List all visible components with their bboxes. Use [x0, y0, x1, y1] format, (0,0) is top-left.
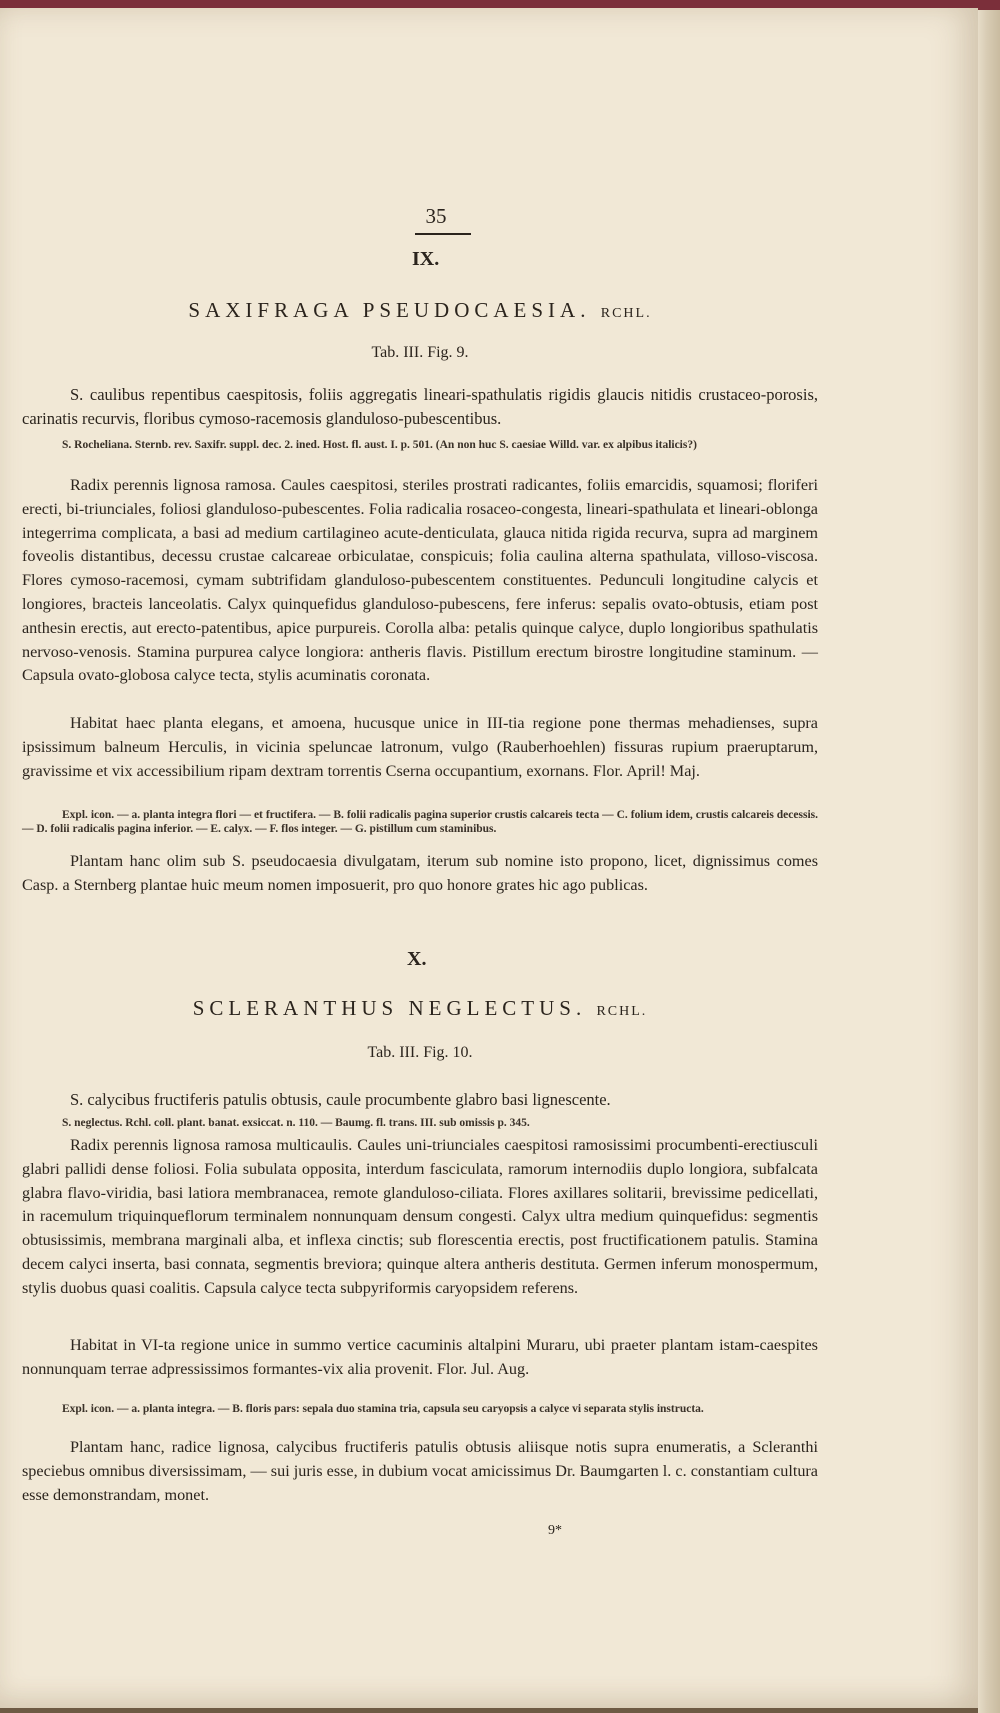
section-numeral: IX.: [412, 248, 440, 270]
icon-explanation: Expl. icon. — a. planta integra flori — et fructifera. — B. folii radicalis pagina superior crustis calcareis tecta — C. folium idem, crustis calcareis decessis. — D. folii radicalis pagina inferior. — E. calyx. — F. flos integer. — G. pistillum cum staminibus.: [22, 809, 818, 835]
synonymy: S. Rocheliana. Sternb. rev. Saxifr. suppl. dec. 2. ined. Host. fl. aust. I. p. 501. (An non huc S. caesiae Willd. var. ex alpibus italicis?): [62, 439, 697, 451]
habitat: Habitat haec planta elegans, et amoena, hucusque unice in III-tia regione pone thermas mehadienses, supra ipsissimum balneum Herculis, in vicinia speluncae latronum, vulgo (Rauberhoehlen) fissuras rupium praeruptarum, gravissime et vix accessibilium ripam dextram torrentis Cserna occupantium, exornans. Flor. April! Maj.: [22, 714, 818, 780]
section-numeral: X.: [407, 948, 427, 970]
species-author: RCHL.: [596, 1004, 648, 1019]
plate-reference: Tab. III. Fig. 9.: [371, 344, 469, 361]
synonymy: S. neglectus. Rchl. coll. plant. banat. exsiccat. n. 110. — Baumg. fl. trans. III. sub omissis p. 345.: [62, 1117, 530, 1129]
page-number: 35: [425, 204, 447, 228]
diagnosis: S. calycibus fructiferis patulis obtusis, caule procumbente glabro basi lignescente.: [70, 1090, 611, 1109]
remark: Plantam hanc olim sub S. pseudocaesia divulgatam, iterum sub nomine isto propono, licet, dignissimus comes Casp. a Sternberg plantae huic meum nomen imposuerit, pro quo honore grates hic ago publicas.: [22, 852, 818, 894]
book-edge-right: [978, 10, 1000, 1713]
species-author: RCHL.: [600, 306, 652, 321]
plate-reference: Tab. III. Fig. 10.: [367, 1044, 473, 1061]
printer-signature: 9*: [548, 1523, 562, 1538]
section-title: [22, 298, 818, 323]
species-name: SAXIFRAGA PSEUDOCAESIA.: [188, 298, 591, 322]
section-title: [22, 996, 818, 1021]
description: Radix perennis lignosa ramosa. Caules caespitosi, steriles prostrati radicantes, foliis emarcidis, squamosi; floriferi erecti, bi-triunciales, foliosi glanduloso-pubescentes. Folia radicalia rosaceo-congesta, lineari-spathulata et lineari-oblonga integerrima complicata, a basi ad medium cartilagineo acute-denticulata, glauca nitida rigida recurva, supra ad marginem foveolis distantibus, decessu crustae calcareae orbiculatae, conspicuis; folia caulina alterna spathulata, villoso-viscosa. Flores cymoso-racemosi, cymam subtrifidam glanduloso-pubescentem constituentes. Pedunculi longitudine calycis et longiores, bracteis lanceolatis. Calyx quinquefidus glanduloso-pubescens, fere inferus: sepalis ovato-obtusis, etiam post anthesin erectis, aut erecto-patentibus, apice purpureis. Corolla alba: petalis quinque calyce, duplo longioribus spathulatis nervoso-venosis. Stamina purpurea calyce longiora: antheris flavis. Pistillum erectum birostre longitudine staminum. — Capsula ovato-globosa calyce tecta, stylis acuminatis coronata.: [22, 476, 818, 685]
habitat: Habitat in VI-ta regione unice in summo vertice cacuminis altalpini Muraru, ubi praeter plantam istam-caespites nonnunquam terrae adpressissimos formantes-vix alia provenit. Flor. Jul. Aug.: [22, 1336, 818, 1378]
remark: Plantam hanc, radice lignosa, calycibus fructiferis patulis obtusis aliisque notis supra enumeratis, a Scleranthi speciebus omnibus diversissimam, — sui juris esse, in dubium vocat amicissimus Dr. Baumgarten l. c. constantiam cultura esse demonstrandam, monet.: [22, 1438, 818, 1504]
icon-explanation: Expl. icon. — a. planta integra. — B. floris pars: sepala duo stamina tria, capsula seu caryopsis a calyce vi separata stylis instructa.: [62, 1403, 704, 1415]
page-number-rule: [415, 233, 471, 235]
book-page: [0, 8, 978, 1708]
description: Radix perennis lignosa ramosa multicaulis. Caules uni-triunciales caespitosi ramosissimi procumbenti-erectiusculi glabri pallidi dense foliosi. Folia subulata opposita, interdum fasciculata, ramorum internodiis duplo longiora, subfalcata glabra flavo-viridia, basi latiora membranacea, remote glanduloso-ciliata. Flores axillares solitarii, brevissime pedicellati, in racemulum triquinqueflorum terminalem nonnunquam densum congesti. Calyx ultra medium quinquefidus: segmentis obtusissimis, membrana marginali alba, et inflexa cinctis; sub florescentia erectis, post fructificationem patulis. Stamina decem calyci inserta, basi connata, segmentis breviora; quinque altera antheris destituta. Germen inferum monospermum, stylis duobus quasi coalitis. Capsula calyce tecta subpyriformis caryopsidem referens.: [22, 1136, 818, 1297]
diagnosis: S. caulibus repentibus caespitosis, foliis aggregatis lineari-spathulatis rigidis glaucis nitidis crustaceo-porosis, carinatis recurvis, floribus cymoso-racemosis glanduloso-pubescentibus.: [22, 385, 818, 428]
species-name: SCLERANTHUS NEGLECTUS.: [192, 996, 587, 1020]
